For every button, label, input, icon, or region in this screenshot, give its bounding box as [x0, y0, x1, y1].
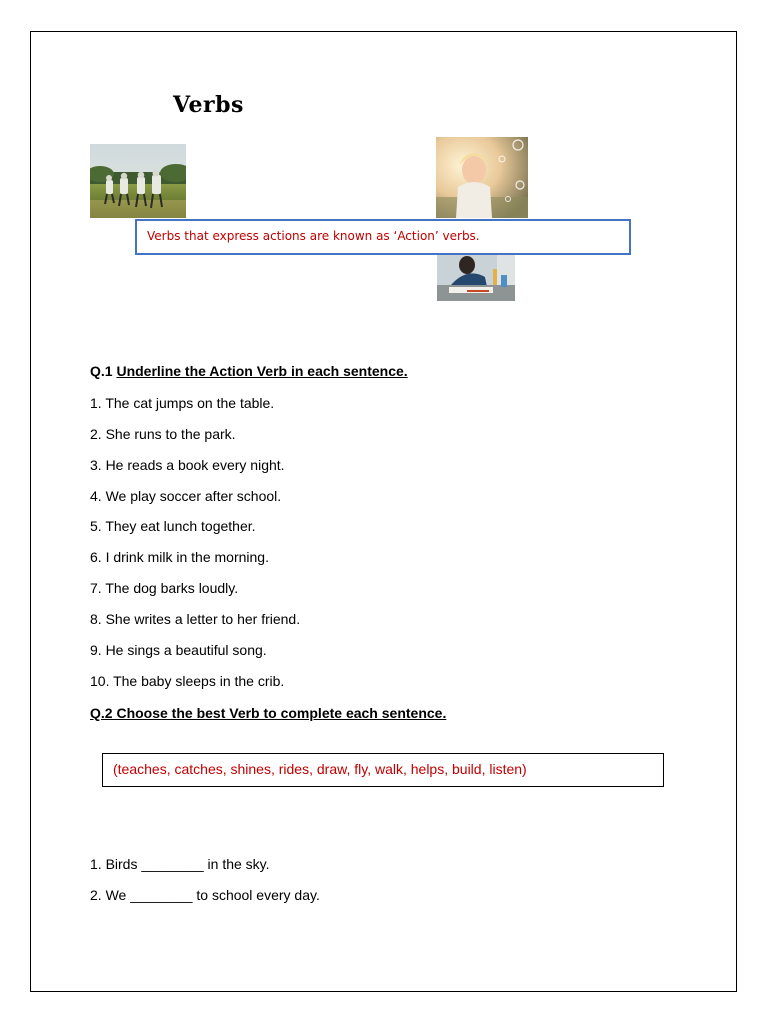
child-drawing-photo [437, 255, 515, 301]
definition-text: Verbs that express actions are known as ‘Action’ verbs. [147, 229, 480, 243]
q1-sentence: 10. The baby sleeps in the crib. [90, 673, 285, 689]
q1-sentence: 9. He sings a beautiful song. [90, 642, 267, 658]
word-bank-box [102, 753, 664, 787]
question-1-heading [90, 363, 408, 379]
q1-sentence: 2. She runs to the park. [90, 426, 236, 442]
question-1-number: Q.1 [90, 363, 113, 379]
word-bank-text: (teaches, catches, shines, rides, draw, fly, walk, helps, build, listen) [113, 761, 527, 777]
page-title: Verbs [173, 92, 244, 118]
q1-sentence: 8. She writes a letter to her friend. [90, 611, 301, 627]
question-2-instruction: Q.2 Choose the best Verb to complete each sentence. [90, 705, 447, 721]
q1-sentence: 3. He reads a book every night. [90, 457, 285, 473]
q1-sentence: 4. We play soccer after school. [90, 488, 282, 504]
child-blowing-bubbles-photo [436, 137, 528, 218]
q1-sentence: 5. They eat lunch together. [90, 518, 256, 534]
q2-sentence: 1. Birds ________ in the sky. [90, 856, 270, 872]
q1-sentence: 7. The dog barks loudly. [90, 580, 239, 596]
definition-box [135, 219, 631, 255]
q1-sentence: 6. I drink milk in the morning. [90, 549, 269, 565]
q2-sentence: 2. We ________ to school every day. [90, 887, 320, 903]
question-1-instruction: Underline the Action Verb in each sentence. [116, 363, 408, 379]
question-2-heading [90, 705, 446, 721]
q1-sentence: 1. The cat jumps on the table. [90, 395, 275, 411]
football-players-photo [90, 144, 186, 218]
